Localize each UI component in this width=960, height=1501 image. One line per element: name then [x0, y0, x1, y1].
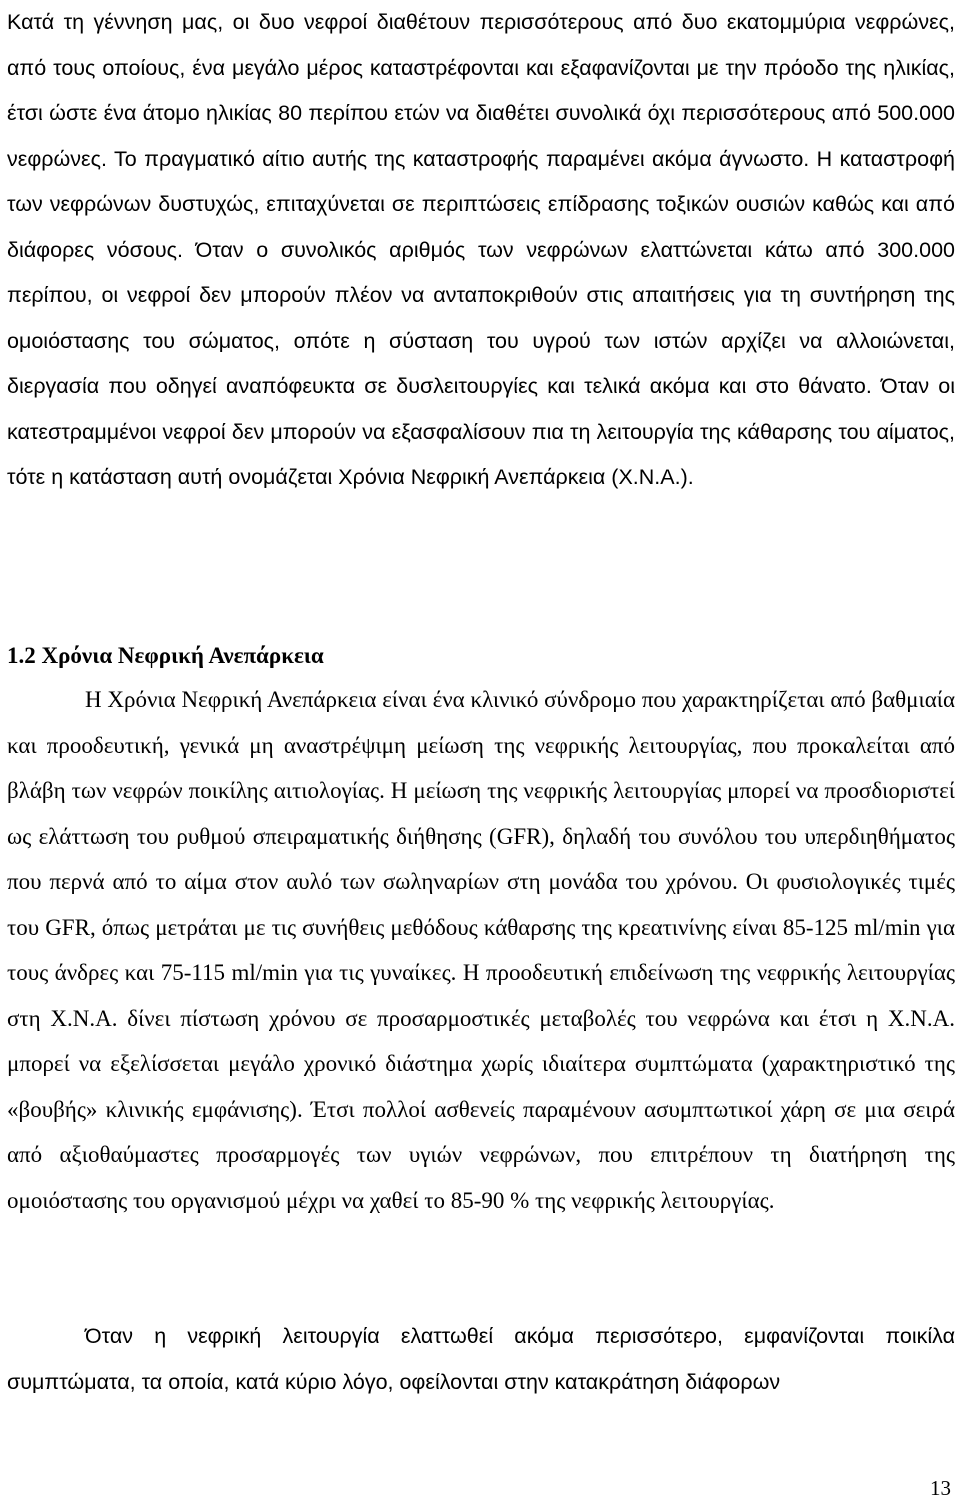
section-heading: 1.2 Χρόνια Νεφρική Ανεπάρκεια: [7, 643, 324, 668]
page-number: 13: [930, 1476, 951, 1500]
paragraph-ckd-definition: Η Χρόνια Νεφρική Ανεπάρκεια είναι ένα κλινικό σύνδρομο που χαρακτηρίζεται από βαθμιαία και προοδευτική, γενικά μη αναστρέψιμη μείωση της νεφρικής λειτουργίας, που προκαλείται από βλάβη των νεφρών ποικίλης αιτιολογίας. Η μείωση της νεφρικής λειτουργίας μπορεί να προσδιοριστεί ως ελάττωση του ρυθμού σπειραματικής διήθησης (GFR), δηλαδή του συνόλου του υπερδιηθήματος που περνά από το αίμα στον αυλό των σωληναρίων στη μονάδα του χρόνου. Οι φυσιολογικές τιμές του GFR, όπως μετράται με τις συνήθεις μεθόδους κάθαρσης της κρεατινίνης είναι 85-125 ml/min για τους άνδρες και 75-115 ml/min για τις γυναίκες. Η προοδευτική επιδείνωση της νεφρικής λειτουργίας στη Χ.Ν.Α. δίνει πίστωση χρόνου σε προσαρμοστικές μεταβολές του νεφρώνα και έτσι η Χ.Ν.Α. μπορεί να εξελίσσεται μεγάλο χρονικό διάστημα χωρίς ιδιαίτερα συμπτώματα (χαρακτηριστικό της «βουβής» κλινικής εμφάνισης). Έτσι πολλοί ασθενείς παραμένουν ασυμπτωτικοί χάρη σε μια σειρά από αξιοθαύμαστες προσαρμογές των υγιών νεφρώνων, που επιτρέπουν τη διατήρηση της ομοιόστασης του οργανισμού μέχρι να χαθεί το 85-90 % της νεφρικής λειτουργίας.: [7, 687, 955, 1213]
paragraph-nephron-loss: Κατά τη γέννηση μας, οι δυο νεφροί διαθέτουν περισσότερους από δυο εκατομμύρια νεφρώνες, από τους οποίους, ένα μεγάλο μέρος καταστρέφονται και εξαφανίζονται με την πρόοδο της ηλικίας, έτσι ώστε ένα άτομο ηλικίας 80 περίπου ετών να διαθέτει συνολικά όχι περισσότερους από 500.000 νεφρώνες. Το πραγματικό αίτιο αυτής της καταστροφής παραμένει ακόμα άγνωστο. Η καταστροφή των νεφρώνων δυστυχώς, επιταχύνεται σε περιπτώσεις επίδρασης τοξικών ουσιών καθώς και από διάφορες νόσους. Όταν ο συνολικός αριθμός των νεφρώνων ελαττώνεται κάτω από 300.000 περίπου, οι νεφροί δεν μπορούν πλέον να ανταποκριθούν στις απαιτήσεις για τη συντήρηση της ομοιόστασης του σώματος, οπότε η σύσταση του υγρού των ιστών αρχίζει να αλλοιώνεται, διεργασία που οδηγεί αναπόφευκτα σε δυσλειτουργίες και τελικά ακόμα και στο θάνατο. Όταν οι κατεστραμμένοι νεφροί δεν μπορούν να εξασφαλίσουν πια τη λειτουργία της κάθαρσης του αίματος, τότε η κατάσταση αυτή ονομάζεται Χρόνια Νεφρική Ανεπάρκεια (Χ.Ν.Α.).: [7, 10, 955, 489]
paragraph-symptoms: Όταν η νεφρική λειτουργία ελαττωθεί ακόμα περισσότερο, εμφανίζονται ποικίλα συμπτώματα, τα οποία, κατά κύριο λόγο, οφείλονται στην κατακράτηση διάφορων: [7, 1324, 955, 1394]
